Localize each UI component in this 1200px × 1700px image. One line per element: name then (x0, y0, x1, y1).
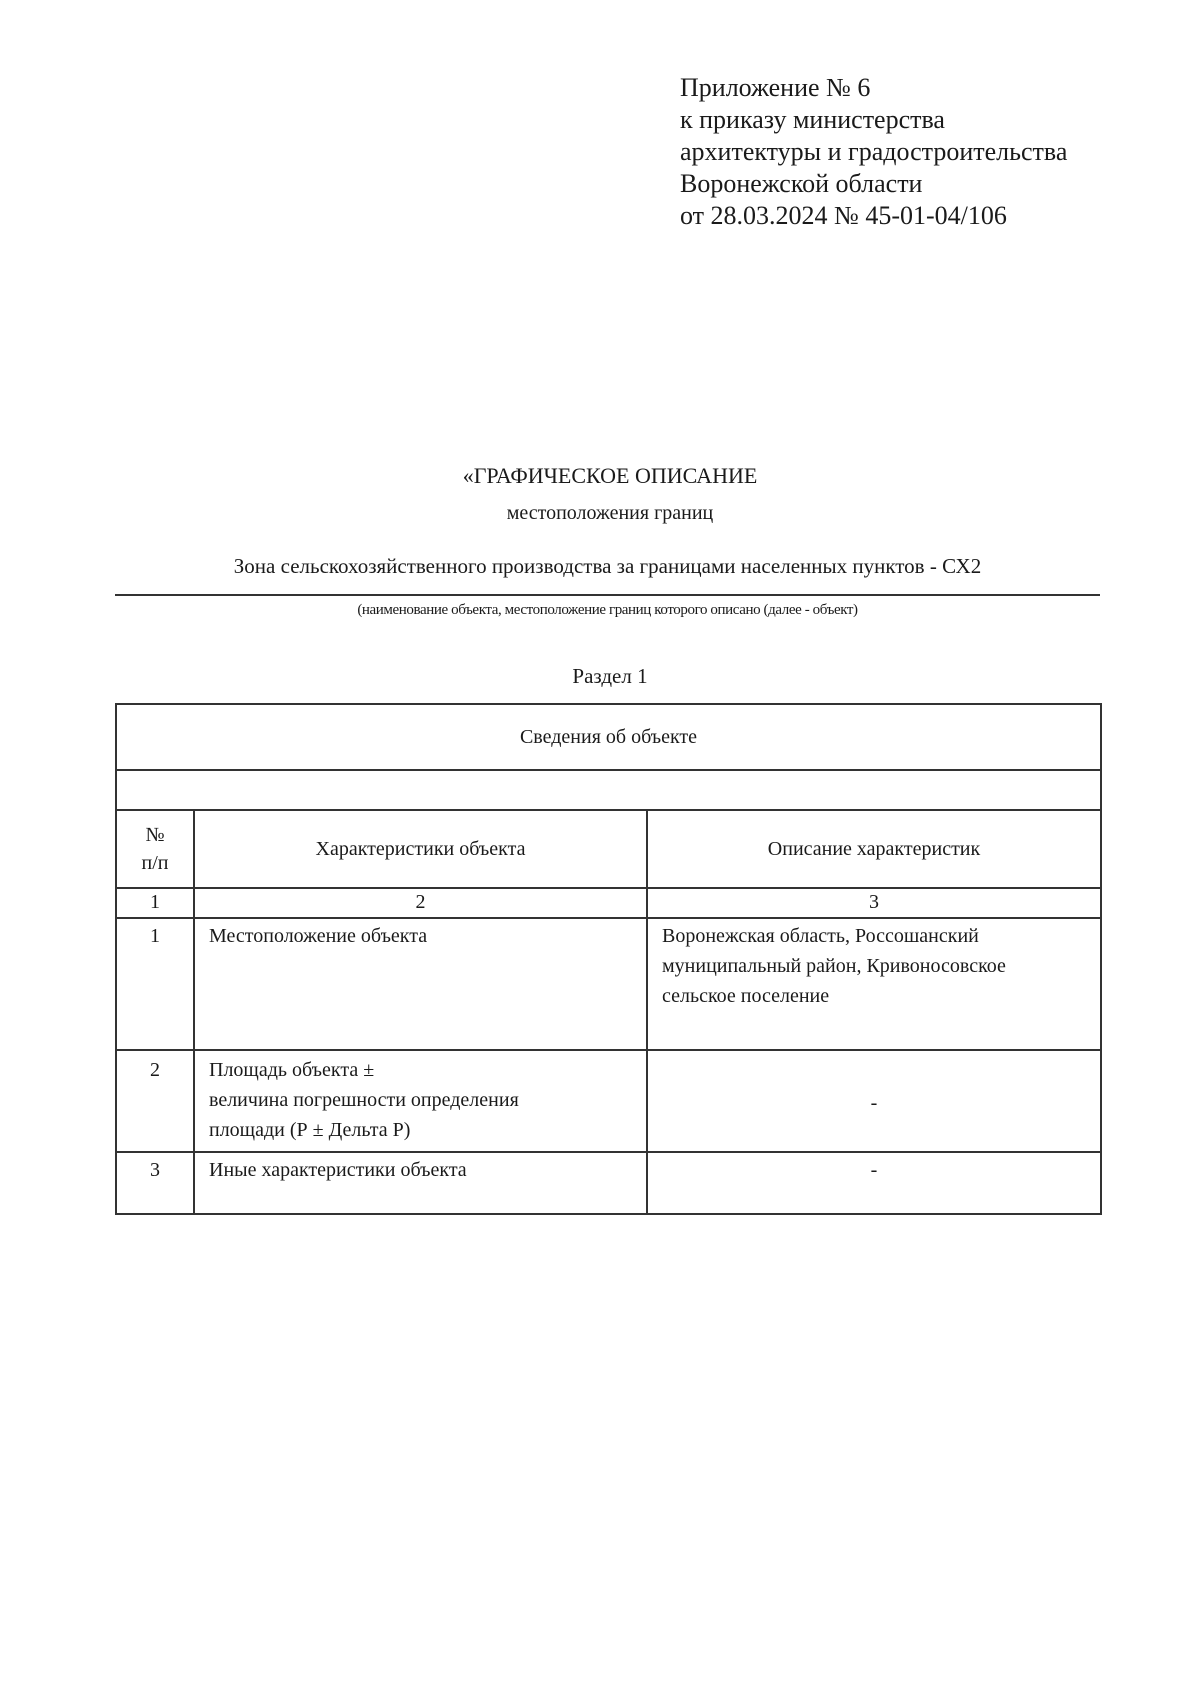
row-description-line: сельское поселение (662, 985, 830, 1007)
table-row (116, 1152, 1101, 1214)
column-header-description: Описание характеристик (647, 810, 1101, 888)
column-index: 2 (194, 888, 647, 918)
appendix-block (680, 72, 1180, 232)
row-number: 1 (116, 918, 194, 1050)
row-characteristic-line: Площадь объекта ± (209, 1059, 375, 1081)
table-index-row (116, 888, 1101, 918)
appendix-line: Воронежской области (680, 169, 923, 198)
row-characteristic (194, 1050, 647, 1152)
section-label: Раздел 1 (572, 664, 648, 688)
appendix-line: архитектуры и градостроительства (680, 137, 1068, 166)
row-description-line: Воронежская область, Россошанский (662, 925, 979, 947)
appendix-line: Приложение № 6 (680, 73, 871, 102)
object-name-underline (115, 594, 1100, 596)
column-index: 1 (116, 888, 194, 918)
appendix-line: от 28.03.2024 № 45-01-04/106 (680, 201, 1007, 230)
document-subtitle: местоположения границ (506, 502, 714, 524)
document-title: «ГРАФИЧЕСКОЕ ОПИСАНИЕ (462, 463, 758, 488)
table-caption: Сведения об объекте (116, 704, 1101, 770)
table-empty-row (116, 770, 1101, 810)
column-header-number-line: № (145, 824, 165, 846)
table-empty-cell (116, 770, 1101, 810)
object-name: Зона сельскохозяйственного производства за границами населенных пунктов - СХ2 (233, 554, 982, 578)
row-description: - (647, 1152, 1101, 1214)
row-description-line: муниципальный район, Кривоносовское (662, 955, 1006, 977)
table-row (116, 918, 1101, 1050)
column-header-number (116, 810, 194, 888)
row-characteristic (194, 1152, 647, 1214)
row-number: 2 (116, 1050, 194, 1152)
column-header-number-line: п/п (141, 852, 169, 874)
appendix-line: к приказу министерства (680, 105, 945, 134)
object-name-caption: (наименование объекта, местоположение границ которого описано (далее - объект) (357, 602, 858, 618)
row-description: - (647, 1050, 1101, 1152)
column-header-characteristics: Характеристики объекта (194, 810, 647, 888)
column-index: 3 (647, 888, 1101, 918)
table-row (116, 1050, 1101, 1152)
object-info-table (115, 703, 1102, 1215)
table-header-row (116, 810, 1101, 888)
row-description (647, 918, 1101, 1050)
row-characteristic-line: Местоположение объекта (209, 925, 428, 947)
row-characteristic-line: величина погрешности определения (209, 1089, 519, 1111)
row-number: 3 (116, 1152, 194, 1214)
table-caption-row (116, 704, 1101, 770)
row-characteristic (194, 918, 647, 1050)
row-characteristic-line: площади (Р ± Дельта Р) (209, 1119, 411, 1141)
row-characteristic-line: Иные характеристики объекта (209, 1159, 467, 1181)
